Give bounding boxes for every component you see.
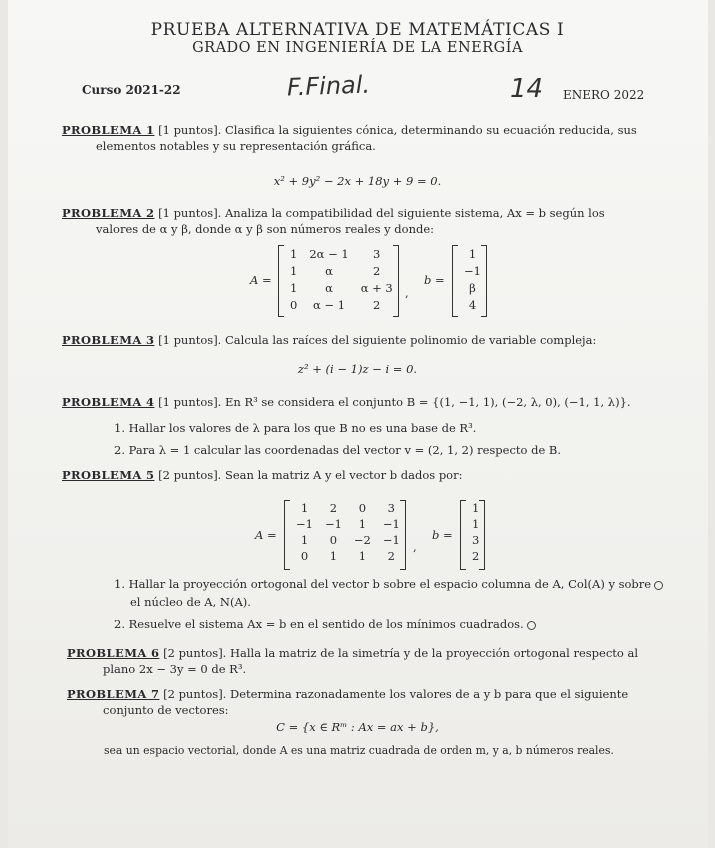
handwritten-day: 14 (510, 74, 544, 104)
matrix-A5-cell: 1 (300, 501, 309, 515)
matrix-A-cell: 1 (290, 246, 298, 261)
vector-b-cell: −1 (464, 263, 481, 278)
matrix-A-row (284, 296, 399, 313)
matrix-A5-row (290, 548, 406, 564)
matrix-A5-cell: −1 (296, 517, 313, 531)
matrix-A-p5 (284, 500, 406, 564)
matrix-A5-cell: 2 (329, 501, 338, 515)
matrix-A-cell: α (325, 263, 333, 278)
matrix-A-cell: 0 (290, 297, 298, 312)
problem-4-item-2: 2. Para λ = 1 calcular las coordenadas del vector v = (2, 1, 2) respecto de B. (114, 443, 562, 457)
matrix-A5-cell: 0 (300, 549, 309, 563)
matrix-A-p2 (278, 245, 399, 313)
matrix-A5-cell: −1 (382, 533, 400, 547)
matrix-A5-cell: 2 (387, 549, 395, 563)
problem-6-text-cont: plano 2x − 3y = 0 de R³. (103, 662, 247, 676)
problem-7-heading: PROBLEMA 7 (67, 687, 160, 701)
handwritten-label: F.Final. (286, 70, 371, 102)
problem-5-item-2-text: 2. Resuelve el sistema Ax = b en el sentido de los mínimos cuadrados. (114, 617, 524, 631)
problem-4-text: [1 puntos]. En R³ se considera el conjunto B = {(1, −1, 1), (−2, λ, 0), (−1, 1, λ)}. (158, 395, 631, 409)
matrix-A5-cell: 0 (358, 501, 367, 515)
matrix-A-cell: 2 (373, 263, 381, 278)
separator-comma: , (405, 286, 409, 300)
vector-b5-cell: 1 (472, 501, 480, 515)
matrix-A-label: A = (250, 273, 272, 287)
matrix-A-cell: 1 (290, 263, 298, 278)
problem-2-text: [1 puntos]. Analiza la compatibilidad del siguiente sistema, Ax = b según los (158, 206, 605, 220)
problem-7 (67, 686, 657, 718)
separator-comma-p5: , (413, 540, 417, 554)
matrix-A5-cell: 3 (387, 501, 395, 515)
matrix-A-cell: 3 (373, 246, 381, 261)
problem-7-text-cont: conjunto de vectores: (103, 703, 229, 717)
vector-b-cell: 1 (468, 246, 477, 261)
matrix-A5-cell: −1 (382, 517, 400, 531)
problem-5-heading: PROBLEMA 5 (62, 468, 155, 482)
problem-1-text-cont: elementos notables y su representación gráfica. (96, 139, 376, 153)
matrix-A5-table (290, 500, 406, 564)
problem-5-item-2 (114, 616, 536, 632)
circle-mark-icon (527, 621, 536, 630)
problem-2-text-cont: valores de α y β, donde α y β son números reales y donde: (96, 222, 435, 236)
matrix-A-cell: α + 3 (360, 280, 393, 295)
problem-3-text: [1 puntos]. Calcula las raíces del siguiente polinomio de variable compleja: (158, 333, 597, 347)
matrix-A-cell: 2 (373, 297, 381, 312)
matrix-A-cell: 1 (290, 280, 298, 295)
problem-5-item-1 (114, 576, 674, 592)
vector-b-p2 (452, 245, 487, 313)
vector-b5-cell: 1 (472, 517, 480, 531)
problem-4-heading: PROBLEMA 4 (62, 395, 155, 409)
problem-1-text: [1 puntos]. Clasifica la siguientes cónica, determinando su ecuación reducida, sus (158, 123, 637, 137)
problem-2-heading: PROBLEMA 2 (62, 206, 155, 220)
vector-b5-cell: 3 (472, 533, 480, 547)
exam-subtitle: GRADO EN INGENIERÍA DE LA ENERGÍA (192, 40, 523, 56)
problem-7-equation: C = {x ∈ Rᵐ : Ax = ax + b}, (276, 720, 439, 734)
matrix-A-cell: α (325, 280, 333, 295)
matrix-A5-cell: 1 (300, 533, 309, 547)
problem-6 (67, 645, 657, 677)
problem-1 (62, 122, 652, 154)
problem-7-text: [2 puntos]. Determina razonadamente los valores de a y b para que el siguiente (163, 687, 629, 701)
problem-1-heading: PROBLEMA 1 (62, 123, 155, 137)
vector-b-p5 (460, 500, 485, 564)
vector-b-label-p5: b = (432, 528, 453, 542)
matrix-A-row (284, 279, 399, 296)
matrix-A5-cell: −2 (353, 533, 371, 547)
problem-4 (62, 394, 662, 410)
problem-5 (62, 467, 652, 483)
problem-4-item-1: 1. Hallar los valores de λ para los que B no es una base de R³. (114, 421, 477, 435)
matrix-A-cell: α − 1 (312, 297, 346, 312)
problem-5-item-1-cont: el núcleo de A, N(A). (130, 595, 251, 609)
vector-b-label: b = (424, 273, 445, 287)
problem-3 (62, 332, 652, 348)
matrix-A5-cell: 0 (329, 533, 338, 547)
matrix-A5-cell: 1 (329, 549, 338, 563)
exam-title: PRUEBA ALTERNATIVA DE MATEMÁTICAS I (150, 20, 565, 40)
problem-7-closing: sea un espacio vectorial, donde A es una matriz cuadrada de orden m, y a, b números reales. (104, 744, 614, 757)
circle-mark-icon (654, 581, 663, 590)
matrix-A-row (284, 262, 399, 279)
problem-6-heading: PROBLEMA 6 (67, 646, 160, 660)
matrix-A5-row (290, 532, 406, 548)
problem-1-equation: x² + 9y² − 2x + 18y + 9 = 0. (273, 174, 442, 188)
problem-5-item-1-text: 1. Hallar la proyección ortogonal del vector b sobre el espacio columna de A, Col(A) y sobre (114, 577, 652, 591)
problem-3-heading: PROBLEMA 3 (62, 333, 155, 347)
matrix-A5-row (290, 500, 406, 516)
course-label: Curso 2021-22 (82, 83, 181, 97)
matrix-A-cell: 2α − 1 (309, 246, 349, 261)
matrix-A5-cell: 1 (358, 549, 367, 563)
matrix-A5-cell: 1 (358, 517, 367, 531)
vector-b-cell: 4 (468, 297, 477, 312)
vector-b-cell: β (469, 280, 476, 295)
problem-3-equation: z² + (i − 1)z − i = 0. (297, 362, 418, 376)
problem-2 (62, 205, 652, 237)
matrix-A-label-p5: A = (255, 528, 277, 542)
exam-date: ENERO 2022 (563, 88, 645, 102)
problem-5-text: [2 puntos]. Sean la matriz A y el vector b dados por: (158, 468, 463, 482)
matrix-A5-row (290, 516, 406, 532)
matrix-A-row (284, 245, 399, 262)
problem-6-text: [2 puntos]. Halla la matriz de la simetría y de la proyección ortogonal respecto al (163, 646, 639, 660)
vector-b5-cell: 2 (472, 549, 480, 563)
matrix-A-table (284, 245, 399, 313)
matrix-A5-cell: −1 (324, 517, 342, 531)
